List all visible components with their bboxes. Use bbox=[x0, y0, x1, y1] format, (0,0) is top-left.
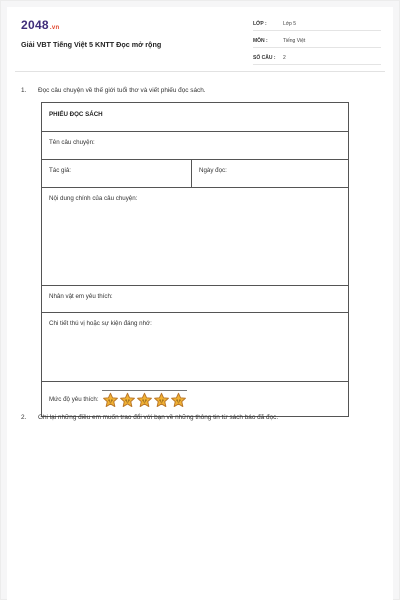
read-date-field[interactable] bbox=[192, 160, 348, 187]
meta-row-subject bbox=[253, 34, 381, 48]
star-icon[interactable] bbox=[170, 392, 187, 409]
document-title: Giải VBT Tiếng Việt 5 KNTT Đọc mở rộng bbox=[21, 40, 162, 49]
meta-key: SỐ CÂU : bbox=[253, 54, 276, 61]
star-icon[interactable] bbox=[153, 392, 170, 409]
main-content-field[interactable] bbox=[42, 188, 348, 286]
star-rating[interactable] bbox=[102, 390, 187, 409]
meta-row-question-count bbox=[253, 51, 381, 65]
question-number: 2. bbox=[21, 414, 27, 421]
star-icon[interactable] bbox=[119, 392, 136, 409]
story-name-field[interactable] bbox=[42, 132, 348, 160]
header bbox=[7, 7, 393, 69]
rating-row bbox=[42, 382, 348, 416]
author-date-row bbox=[42, 160, 348, 188]
memorable-detail-label: Chi tiết thú vị hoặc sự kiện đáng nhớ: bbox=[49, 320, 152, 327]
reading-card-heading-row bbox=[42, 103, 348, 132]
meta-value: Lớp 5 bbox=[283, 20, 297, 27]
site-logo[interactable] bbox=[21, 18, 59, 32]
logo-domain: .vn bbox=[49, 25, 60, 31]
meta-info bbox=[253, 17, 381, 68]
question-text: Đọc câu chuyện về thế giới tuổi thơ và viết phiếu đọc sách. bbox=[38, 87, 206, 94]
meta-value: Tiếng Việt bbox=[283, 37, 306, 44]
meta-key: LỚP : bbox=[253, 20, 267, 27]
question-text: Ghi lại những điều em muốn trao đổi với bạn về những thông tin từ sách báo đã đọc. bbox=[38, 414, 279, 421]
favorite-character-label: Nhân vật em yêu thích: bbox=[49, 293, 113, 300]
meta-value: 2 bbox=[283, 54, 286, 61]
star-icon[interactable] bbox=[136, 392, 153, 409]
worksheet bbox=[7, 7, 393, 601]
meta-row-grade bbox=[253, 17, 381, 31]
question-1 bbox=[21, 87, 206, 94]
meta-key: MÔN : bbox=[253, 37, 268, 44]
question-number: 1. bbox=[21, 87, 27, 94]
memorable-detail-field[interactable] bbox=[42, 313, 348, 382]
read-date-label: Ngày đọc: bbox=[199, 167, 227, 174]
logo-text: 2048 bbox=[21, 18, 49, 32]
reading-card bbox=[41, 102, 349, 417]
story-name-label: Tên câu chuyện: bbox=[49, 139, 95, 146]
star-icon[interactable] bbox=[102, 392, 119, 409]
author-field[interactable] bbox=[42, 160, 192, 187]
rating-label: Mức độ yêu thích: bbox=[49, 395, 99, 403]
favorite-character-field[interactable] bbox=[42, 286, 348, 313]
question-2 bbox=[21, 414, 278, 421]
header-divider bbox=[15, 71, 385, 72]
author-label: Tác giả: bbox=[49, 167, 72, 174]
main-content-label: Nội dung chính của câu chuyện: bbox=[49, 195, 138, 202]
reading-card-heading: PHIẾU ĐỌC SÁCH bbox=[49, 111, 103, 118]
